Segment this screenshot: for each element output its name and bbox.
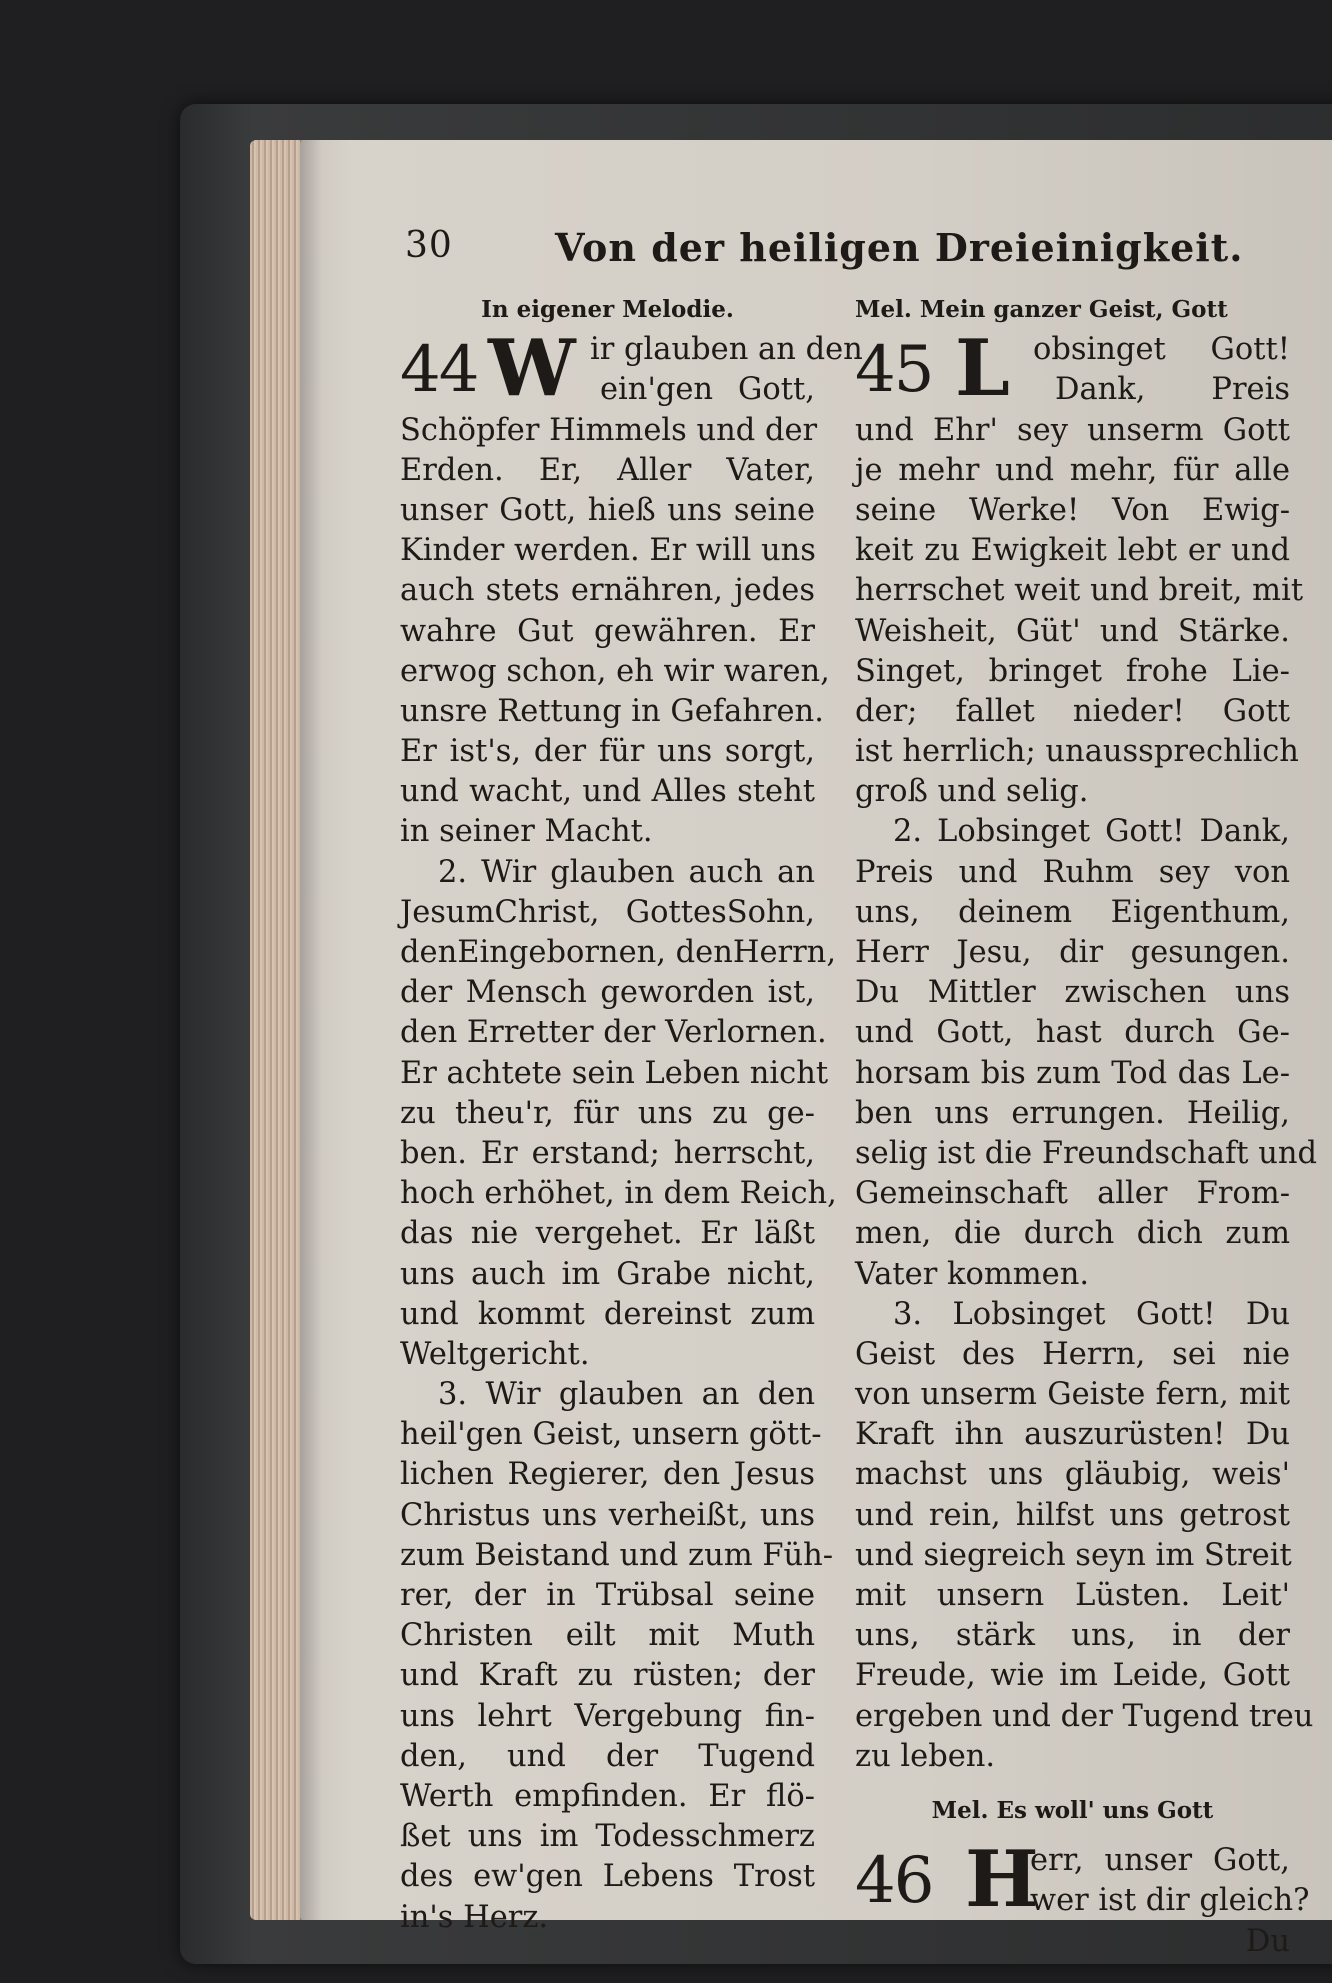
text-line: von unserm Geiste fern, mit — [855, 1377, 1290, 1413]
hymn-46-opening — [855, 1834, 1310, 1926]
text-line: ist herrlich; unaussprechlich — [855, 734, 1299, 770]
text-line: uns, stärk uns, in der — [855, 1618, 1290, 1654]
text-line: selig ist die Freundschaft und — [855, 1135, 1318, 1171]
text-line: zu leben. — [855, 1738, 996, 1774]
text-line: Singet, bringet frohe Lie- — [855, 653, 1290, 689]
hymn-second-line: wer ist dir gleich? — [1030, 1883, 1310, 1919]
text-line: Kraft ihn auszurüsten! Du — [855, 1417, 1290, 1453]
text-line: Erden. Er, Aller Vater, — [400, 452, 815, 488]
text-line: in's Herz. — [400, 1899, 549, 1935]
text-line: Er achtete sein Leben nicht — [400, 1055, 829, 1091]
melody-line: In eigener Melodie. — [481, 296, 734, 323]
text-line: Kinder werden. Er will uns — [400, 533, 816, 569]
text-line: und siegreich seyn im Streit — [855, 1537, 1292, 1573]
text-line: ßet uns im Todesschmerz — [400, 1819, 815, 1855]
text-line: hoch erhöhet, in dem Reich, — [400, 1176, 837, 1212]
text-line: rer, der in Trübsal seine — [400, 1578, 815, 1614]
text-line: des ew'gen Lebens Trost — [400, 1859, 815, 1895]
text-line: groß und selig. — [855, 774, 1089, 810]
text-line: 2. Wir glauben auch an — [438, 854, 815, 890]
hymn-45-opening — [855, 323, 1290, 415]
page-number: 30 — [405, 225, 453, 266]
text-line: ben. Er erstand; herrscht, — [400, 1135, 815, 1171]
text-line: machst uns gläubig, weis' — [855, 1457, 1290, 1493]
text-line: lichen Regierer, den Jesus — [400, 1457, 815, 1493]
text-line: zu theu'r, für uns zu ge- — [400, 1095, 815, 1131]
text-line: uns auch im Grabe nicht, — [400, 1256, 815, 1292]
text-line: Weisheit, Güt' und Stärke. — [855, 613, 1290, 649]
text-line: Werth empfinden. Er flö- — [400, 1778, 815, 1814]
text-line: in seiner Macht. — [400, 814, 653, 850]
drop-cap: L — [955, 323, 1010, 415]
text-line: Christus uns verheißt, uns — [400, 1497, 815, 1533]
left-column — [400, 290, 863, 1938]
text-line: der; fallet nieder! Gott — [855, 693, 1290, 729]
text-line: ergeben und der Tugend treu — [855, 1698, 1314, 1734]
text-line: seine Werke! Von Ewig- — [855, 492, 1290, 528]
text-line: der Mensch geworden ist, — [400, 975, 815, 1011]
gutter-shadow — [300, 140, 322, 1920]
hymn-number: 44 — [400, 333, 478, 408]
text-line: auch stets ernähren, jedes — [400, 573, 815, 609]
text-line: den, und der Tugend — [400, 1738, 815, 1774]
text-line: und kommt dereinst zum — [400, 1296, 815, 1332]
text-line: men, die durch dich zum — [855, 1216, 1290, 1252]
hymn-44-text — [400, 411, 837, 1938]
text-line: Er ist's, der für uns sorgt, — [400, 734, 815, 770]
text-line: Preis und Ruhm sey von — [855, 854, 1290, 890]
text-line: Christen eilt mit Muth — [400, 1618, 815, 1654]
text-line: mit unsern Lüsten. Leit' — [855, 1578, 1290, 1614]
book-page — [300, 140, 1332, 1959]
text-line: Gemeinschaft aller From- — [855, 1176, 1290, 1212]
melody-line: Mel. Mein ganzer Geist, Gott — [855, 296, 1228, 323]
text-line: horsam bis zum Tod das Le- — [855, 1055, 1290, 1091]
text-line: herrschet weit und breit, mit — [855, 573, 1304, 609]
text-line: Herr Jesu, dir gesungen. — [855, 935, 1290, 971]
text-line: zum Beistand und zum Füh- — [400, 1537, 834, 1573]
hymn-first-line: ir glauben an den — [590, 332, 863, 368]
hymn-number: 46 — [855, 1844, 933, 1919]
hymn-first-line: obsinget Gott! — [1033, 332, 1290, 368]
text-line: das nie vergehet. Er läßt — [400, 1216, 815, 1252]
text-line: Weltgericht. — [400, 1336, 590, 1372]
text-line: 3. Wir glauben an den — [438, 1377, 815, 1413]
text-line: keit zu Ewigkeit lebt er und — [855, 533, 1290, 569]
text-line: und Ehr' sey unserm Gott — [855, 412, 1290, 448]
text-line: ben uns errungen. Heilig, — [855, 1095, 1290, 1131]
hymn-second-line: ein'gen Gott, — [600, 372, 815, 408]
hymn-number: 45 — [855, 333, 933, 408]
text-line: und Kraft zu rüsten; der — [400, 1658, 815, 1694]
hymn-second-line: Dank, Preis — [1055, 372, 1290, 408]
text-line: unsre Rettung in Gefahren. — [400, 693, 824, 729]
drop-cap: W — [488, 323, 576, 415]
text-line: erwog schon, eh wir waren, — [400, 653, 830, 689]
catchword: Du — [1245, 1923, 1290, 1959]
text-line: wahre Gut gewähren. Er — [400, 613, 815, 649]
text-line: und wacht, und Alles steht — [400, 774, 815, 810]
text-line: JesumChrist, GottesSohn, — [400, 894, 815, 930]
text-line: Du Mittler zwischen uns — [855, 975, 1290, 1011]
page-header — [405, 225, 1305, 275]
text-line: uns, deinem Eigenthum, — [855, 894, 1290, 930]
hymn-45-text — [855, 411, 1318, 1777]
text-line: 3. Lobsinget Gott! Du — [893, 1296, 1290, 1332]
hymn-44-opening — [400, 323, 863, 415]
text-line: 2. Lobsinget Gott! Dank, — [893, 814, 1290, 850]
text-line: uns lehrt Vergebung fin- — [400, 1698, 815, 1734]
text-line: Geist des Herrn, sei nie — [855, 1336, 1290, 1372]
text-line: je mehr und mehr, für alle — [855, 452, 1290, 488]
melody-line: Mel. Es woll' uns Gott — [931, 1796, 1214, 1824]
right-column — [855, 290, 1318, 1962]
text-line: unser Gott, hieß uns seine — [400, 492, 815, 528]
text-line: und Gott, hast durch Ge- — [855, 1015, 1290, 1051]
text-line: denEingebornen, denHerrn, — [400, 935, 837, 971]
hymn-first-line: err, unser Gott, — [1030, 1843, 1290, 1879]
text-line: den Erretter der Verlornen. — [400, 1015, 827, 1051]
drop-cap: H — [965, 1834, 1039, 1926]
text-line: Freude, wie im Leide, Gott — [855, 1658, 1290, 1694]
text-line: Vater kommen. — [855, 1256, 1090, 1292]
running-title: Von der heiligen Dreieinigkeit. — [555, 225, 1244, 270]
text-line: heil'gen Geist, unsern gött- — [400, 1417, 822, 1453]
text-line: und rein, hilfst uns getrost — [855, 1497, 1290, 1533]
text-line: Schöpfer Himmels und der — [400, 412, 818, 448]
